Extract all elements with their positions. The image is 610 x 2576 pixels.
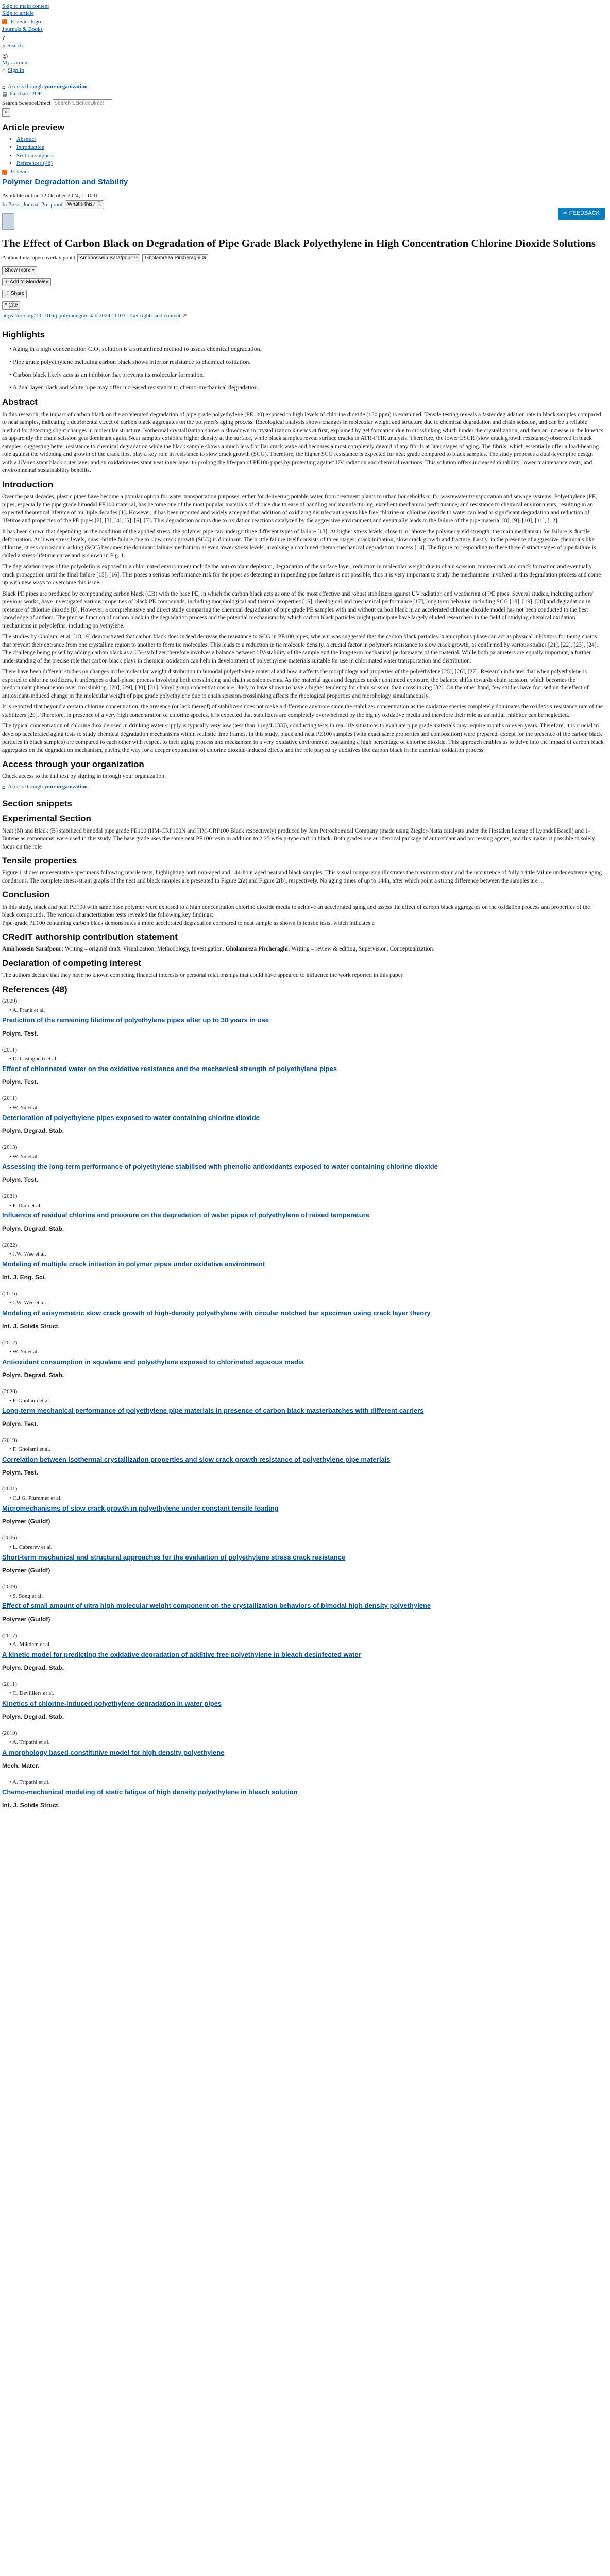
reference-authors-text: J.W. Wee et al.: [12, 1300, 46, 1307]
reference-journal: Polym. Test.: [2, 1469, 38, 1477]
credit-heading: CRediT authorship contribution statement: [2, 932, 178, 942]
elsevier-logo-link[interactable]: Elsevier logo: [11, 18, 41, 25]
reference-authors-text: W. Yu et al.: [12, 1105, 39, 1111]
reference-title-link[interactable]: Micromechanisms of slow crack growth in polyethylene under constant tensile loading: [2, 1504, 279, 1512]
author-2-name: Gholamreza Pircheraghi: [145, 255, 201, 261]
reference-authors: [2, 1349, 604, 1356]
feedback-button[interactable]: [558, 208, 605, 220]
reference-journal: Polym. Degrad. Stab.: [2, 1664, 64, 1672]
reference-journal: Polym. Test.: [2, 1029, 38, 1037]
reference-journal: Polym. Degrad. Stab.: [2, 1225, 64, 1232]
highlight-item: • Carbon black likely acts as an inhibitor that prevents its molecular formation.: [9, 371, 205, 379]
purchase-pdf-link[interactable]: Purchase PDF: [9, 90, 42, 97]
credit-author-1: Amirhossein Sarafpour:: [2, 946, 64, 953]
reference-item: [2, 1291, 604, 1330]
intro-paragraph: Black PE pipes are produced by compounding carbon black (CB) with the base PE, in which the carbon black acts as one of the most effective and robust stabilizers against UV radiation and weathering of PE pipes. Several studies, including authors' previous works, have investigated various properties of black PE compounds, including morphological and thermal properties [16], rheological and mechanical performance [17], long term behavior including SCG [18], [19], [20] and degradation in presence of chlorine dioxide [8]. However, a comprehensive and direct study comparing the chemical degradation of pipe grade PE samples with and without carbon black in an accelerated chlorine dioxide model has not been conducted to the best knowledge of authors. The precise function of carbon black in the degradation process and the potential mechanisms by which carbon black particles might participate have largely eluded researchers in the field of studying chemical oxidation mechanisms in polyolefins, including polyethylene.: [2, 590, 594, 629]
reference-journal: Int. J. Solids Struct.: [2, 1323, 60, 1330]
institution-access-icon-2: ⌂: [2, 784, 6, 791]
reference-journal: Polym. Test.: [2, 1176, 38, 1183]
author-row: [2, 254, 604, 263]
skip-to-main-link[interactable]: Skip to main content: [2, 3, 49, 9]
highlight-text: Carbon black likely acts as an inhibitor that prevents its molecular formation.: [13, 371, 205, 379]
reference-authors: [2, 1779, 604, 1786]
reference-authors-text: L. Cabrerev et al.: [12, 1544, 53, 1550]
elsevier-logo-icon[interactable]: [2, 19, 7, 24]
snippet-heading: Tensile properties: [2, 856, 77, 866]
bullet-icon: •: [9, 1592, 13, 1599]
highlight-item: • A dual layer black and white pipe may offer increased resistance to chemo-mechanical degradation.: [9, 384, 259, 392]
reference-title-link[interactable]: Short-term mechanical and structural approaches for the evaluation of polyethylene stress crack resistance: [2, 1553, 346, 1561]
snippet-heading: Conclusion: [2, 890, 50, 900]
snippet-text: In this study, black and neat PE100 with same base polymer were exposed to a high concentration chlorine dioxide media to achieve an accelerated aging and assess the effect of carbon black aggregates on the oxidation process and properties of the black compounds. The various characterization tests revealed the following key findings: Pipe-grade PE100 containing carbon black demonstrates a more accelerated degradation compared to neat sample as shown in tensile tests, which indicates a: [2, 904, 590, 926]
sign-in-link[interactable]: Sign in: [7, 67, 24, 73]
reference-item: [2, 1779, 604, 1809]
reference-title-link[interactable]: Correlation between isothermal crystallization properties and slow crack growth resistance of polyethylene pipe materials: [2, 1455, 391, 1464]
journal-preproof-link[interactable]: In Press, Journal Pre-proof: [2, 201, 63, 208]
reference-journal: Int. J. Eng. Sci.: [2, 1274, 46, 1281]
reference-year: (2013): [2, 1144, 18, 1151]
reference-authors-text: A. Mikdam et al.: [12, 1641, 51, 1648]
reference-journal: Polym. Degrad. Stab.: [2, 1713, 64, 1721]
whats-this-button[interactable]: [65, 200, 104, 209]
references-list: [2, 998, 604, 1809]
share-icon: ⤴: [5, 291, 10, 297]
search-icon[interactable]: ⌕: [2, 42, 6, 49]
access-through-org-link[interactable]: [8, 83, 88, 91]
article-preview-heading: Article preview: [2, 122, 64, 132]
elsevier-publisher-logo-icon[interactable]: [2, 170, 7, 175]
reference-authors-text: W. Yu et al.: [12, 1153, 39, 1160]
reference-journal: Polymer (Guildf): [2, 1518, 50, 1526]
intro-paragraph: Over the past decades, plastic pipes have become a popular option for water transportation purposes, either for delivering potable water from treatment plants to urban households or for wastewater transportation and sewage systems. Polyethylene (PE) pipes, especially the pipe grade bimodal PE100 material, has become one of the most popular materials of choice due to ease of handling and manufacturing, excellent mechanical performance, and resistance to chemical environments, resulting in an expected theoretical lifetime of multiple decades [1]. However, it has been reported and widely accepted that addition of oxidizing disinfectant agents like free chlorine or chlorine dioxide to water can lead to significant degradation and reduction of lifetime and properties of the PE pipes [2], [3], [4], [5], [6], [7]. This degradation occurs due to oxidation reactions catalyzed by the aggressive environment and eventually leads to the failure of the pipe material [8], [9], [10], [11], [12].: [2, 494, 598, 524]
reference-journal: Mech. Mater.: [2, 1761, 40, 1769]
mendeley-label: Add to Mendeley: [9, 279, 48, 285]
reference-authors-text: S. Song et al.: [12, 1592, 43, 1599]
reference-item: [2, 1535, 604, 1574]
share-button[interactable]: [2, 290, 27, 298]
my-account-link[interactable]: My account: [2, 60, 29, 66]
reference-year: (2021): [2, 1193, 18, 1199]
bullet-icon: •: [9, 1153, 13, 1160]
intro-paragraph: It is reported that beyond a certain chlorine concentration, the presence (or lack thereof) of stabilizers does not make a difference anymore since the stabilizer concentration as the oxidative species completely dominates the oxidation resistance rate of the stabilizers [29]. Therefore, in presence of a very high concentration of chlorine species, it is expected that stabilizers are completely overwhelmed by the highly oxidative media and therefore their role as an initial inhibitor can be neglected.: [2, 704, 603, 718]
highlight-text: A dual layer black and white pipe may offer increased resistance to chemo-mechanical degradation.: [12, 384, 259, 392]
competing-interest-heading: Declaration of competing interest: [2, 958, 142, 968]
institution-icon: ⌂: [2, 67, 6, 74]
reference-title-link[interactable]: A morphology based constitutive model for high density polyethylene: [2, 1748, 225, 1756]
reference-title-link[interactable]: Prediction of the remaining lifetime of polyethylene pipes after up to 30 years in use: [2, 1016, 269, 1024]
share-label: Share: [10, 291, 25, 297]
reference-authors-text: A. Tripathi et al.: [12, 1778, 50, 1785]
snippet-conclusion: [2, 889, 604, 927]
reference-title-link[interactable]: Effect of small amount of ultra high molecular weight component on the crystallization behaviors of bimodal high density polyethylene: [2, 1602, 431, 1610]
references-heading: References (48): [2, 984, 67, 994]
chevron-down-icon: ▾: [32, 268, 35, 274]
reference-journal: Polym. Degrad. Stab.: [2, 1371, 64, 1379]
search-submit-button[interactable]: [2, 108, 10, 117]
external-link-icon: ↗: [182, 313, 187, 319]
competing-interest-text: The authors declare that they have no known competing financial interests or personal relationships that could have appeared to influence the work reported in this paper.: [2, 972, 404, 979]
outline-item-snippets[interactable]: [16, 152, 604, 160]
reference-year: (2011): [2, 1095, 17, 1102]
snippets-heading: Section snippets: [2, 799, 73, 809]
highlight-text: Aging in a high concentration ClO₂ solution is a streamlined method to assess chemical degradation.: [12, 345, 262, 353]
reference-authors: [2, 1739, 604, 1747]
institution-access-icon: ⌂: [2, 83, 6, 90]
reference-journal: Polym. Test.: [2, 1420, 38, 1428]
reference-year: (2019): [2, 1437, 18, 1444]
reference-authors: [2, 1544, 604, 1551]
email-icon: ✉: [201, 255, 206, 261]
reference-year: (2006): [2, 1535, 18, 1541]
author-1-name: Amirhossein Sarafpour: [79, 255, 132, 261]
plus-icon: +: [5, 279, 9, 285]
feedback-label: FEEDBACK: [569, 210, 600, 216]
journal-cover-area: [2, 213, 604, 230]
reference-year: (2020): [2, 1388, 18, 1395]
bullet-icon: •: [9, 1544, 13, 1550]
access-link-prefix: Access through: [7, 784, 44, 790]
abstract-heading: Abstract: [2, 397, 38, 408]
article-title: The Effect of Carbon Black on Degradation of Pipe Grade Black Polyethylene in High Concentration Chlorine Dioxide Solutions: [2, 236, 596, 249]
reference-journal: Int. J. Solids Struct.: [2, 1801, 60, 1809]
access-section-heading: Access through your organization: [2, 759, 144, 769]
reference-authors: [2, 1641, 604, 1649]
availability-text: Available online 12 October 2024, 111031: [2, 192, 98, 199]
reference-item: [2, 1193, 604, 1233]
snippet-text: Neat (N) and Black (B) stabilized bimodal pipe grade PE100 (HM-CRP100N and HM-CRP100 Black respectively) produced by Jam Petrochemical Company (made using Ziegler-Natta catalysts under the Hostalen license of LyondellBasell) and 1-Butene as comonomer were used in this study. The base grade uses the same neat PE100 resin in addition to 2.25 wt% p-type carbon black. Both grades use an identical package of antioxidant and processing agents, and this makes it possible to solely focus on the role: [2, 827, 595, 850]
your-org-text: your organization: [44, 83, 88, 90]
credit-roles-2: Writing – review & editing, Supervision, Conceptualization.: [290, 946, 435, 953]
reference-authors-text: W. Yu et al.: [12, 1348, 39, 1355]
reference-title-link[interactable]: Assessing the long-term performance of polyethylene stabilised with phenolic antioxidants exposed to water containing chlorine dioxide: [2, 1162, 438, 1171]
introduction-body: [2, 493, 604, 754]
credit-roles-1: Writing – original draft, Visualization, Methodology, Investigation.: [63, 946, 224, 953]
elsevier-publisher-link[interactable]: Elsevier: [11, 168, 30, 175]
reference-authors-text: A. Frank et al.: [12, 1007, 45, 1013]
reference-year: (2011): [2, 1046, 17, 1053]
reference-item: [2, 1730, 604, 1770]
reference-year: (2009): [2, 1583, 18, 1590]
header-nav: [2, 19, 604, 74]
bullet-icon: •: [9, 1690, 13, 1697]
bullet-icon: •: [9, 1495, 13, 1502]
account-icon[interactable]: ☺: [2, 53, 8, 60]
skip-to-article-link[interactable]: Skip to article: [2, 10, 34, 16]
reference-authors-text: C. Devilliers et al.: [12, 1690, 54, 1697]
reference-title-link[interactable]: Effect of chlorinated water on the oxidative resistance and the mechanical strength of polyethylene pipes: [2, 1065, 337, 1073]
credit-text: [2, 945, 604, 954]
reference-journal: Polym. Test.: [2, 1078, 38, 1086]
reference-authors: [2, 1398, 604, 1405]
reference-authors: [2, 1300, 604, 1307]
article-outline: [2, 136, 604, 167]
reference-authors: [2, 1154, 604, 1161]
whats-this-label: What's this?: [67, 201, 96, 208]
reference-year: (2001): [2, 1486, 18, 1493]
search-submit-icon: ⌕: [5, 109, 8, 115]
reference-authors: [2, 1056, 604, 1063]
reference-item: [2, 1388, 604, 1428]
reference-authors: [2, 1495, 604, 1502]
highlight-item: • Aging in a high concentration ClO₂ solution is a streamlined method to assess chemical degradation.: [9, 345, 262, 353]
reference-item: [2, 1047, 604, 1087]
author-1-button[interactable]: [77, 254, 141, 263]
search-link[interactable]: Search: [7, 42, 23, 49]
reference-authors: [2, 1202, 604, 1210]
bullet-icon: •: [9, 1007, 12, 1013]
outline-item-references[interactable]: [16, 160, 604, 167]
reference-journal: Polymer (Guildf): [2, 1615, 50, 1623]
intro-paragraph: It has been shown that depending on the condition of the applied stress, the polymer pipe can undergo three different types of failure [13]. At higher stress levels, close to or above the polymer yield strength, the main mechanism for failure is ductile deformation. At lower stress levels, quasi-brittle failure due to slow crack growth (SCG) is dominant. The brittle failure itself consists of three stages: crack initiation, slow crack growth and fracture. Lastly, in the presence of aggressive chemicals like chlorine, stress corrosion cracking (SCC) becomes the dominant failure mechanism at even lower stress levels, involving a combined chemo-mechanical degradation process [14]. The figure corresponding to these three distinct stages of pipe failure is called a stress-lifetime curve and is shown in Fig. 1.: [2, 529, 596, 559]
journal-title-link[interactable]: Polymer Degradation and Stability: [2, 177, 128, 187]
skip-links: [2, 3, 604, 18]
bullet-icon: •: [9, 1446, 13, 1453]
reference-item: [2, 1486, 604, 1526]
reference-year: (2016): [2, 1291, 18, 1297]
reference-authors: [2, 1251, 604, 1258]
access-link-org: your organization: [44, 784, 88, 790]
search-input[interactable]: [53, 99, 112, 107]
reference-authors: [2, 1007, 604, 1014]
reference-year: (2011): [2, 1681, 17, 1688]
bullet-icon: •: [9, 1105, 13, 1111]
bullet-icon: •: [9, 1300, 13, 1307]
reference-title-link[interactable]: Deterioration of polyethylene pipes exposed to water containing chlorine dioxide: [2, 1113, 260, 1122]
highlights-heading: Highlights: [2, 330, 45, 340]
reference-authors: [2, 1690, 604, 1698]
reference-item: [2, 1095, 604, 1135]
cite-label: Cite: [8, 302, 18, 308]
access-bar: [2, 83, 604, 117]
reference-title-link[interactable]: Influence of residual chlorine and pressure on the degradation of water pipes of polyethylene of raised temperature: [2, 1211, 369, 1219]
show-more-button[interactable]: [2, 266, 37, 275]
highlights-list: [2, 345, 604, 392]
journal-cover-image[interactable]: [2, 213, 14, 230]
reference-authors-text: F. Dadi et al.: [12, 1202, 42, 1209]
reference-title-link[interactable]: A kinetic model for predicting the oxidative degradation of additive free polyethylene in bleach desinfected water: [2, 1651, 361, 1659]
abstract-text: In this research, the impact of carbon black on the accelerated degradation of pipe grade polyethylene (PE100) exposed to high levels of chlorine dioxide (150 ppm) is examined. Tensile testing reveals a faster degradation rate in black samples compared to neat samples, indicating a detrimental effect of carbon black aggregates on the polymer's aging process. Rheological analysis shows changes in molecular weight and structure due to chemical degradation and chain scission, and can be a reliable method for detecting slight changes in molecular structure. Isothermal crystallization shows a slowdown in crystallization kinetics at first, explained by gel formation due to crosslinking which hinder the crystallization, and then an increase in the kinetics as apparently the chain scission gets dominant again. Neat samples exhibit a higher density at the surface, while black samples reveal surface cracks in ATR-FTIR analysis. Therefore, the lower ESCR (slow crack growth resistance) observed in black samples, suggesting better resistance to chemical degradation while the black sample shows a much less fibrillar crack wake and becomes almost completely devoid of any fibrils at later stages of aging. The fibrils, which essentially offer a load-bearing role against the widening and growth of the crack tips, play a key role in resistance to slow crack growth (SCG). Therefore, the higher SCG resistance is expected for neat grade compared to black samples. The study proposes a dual-layer pipe design with a UV-resistant black outer layer and an oxidation-resistant neat inner layer to prolong the lifespan of PE100 pipes by protecting against UV radiation and chemical reactions. This solution offers increased durability, lower maintenance costs, and environmental sustainability benefits.: [2, 411, 603, 474]
reference-year: (2022): [2, 1242, 18, 1248]
quote-icon: ❝: [5, 302, 7, 308]
bullet-icon: •: [9, 1251, 13, 1258]
outline-link[interactable]: Section snippets: [16, 152, 54, 159]
add-to-mendeley-button[interactable]: [2, 278, 51, 287]
journals-books-link[interactable]: Journals & Books: [2, 26, 43, 33]
search-label: Search ScienceDirect: [2, 99, 51, 106]
reference-year: (2009): [2, 997, 18, 1004]
author-2-button[interactable]: [142, 254, 208, 263]
pdf-icon: ▤: [2, 90, 8, 97]
reference-journal: Polymer (Guildf): [2, 1566, 50, 1574]
reference-item: [2, 1633, 604, 1672]
reference-item: [2, 1681, 604, 1721]
help-icon[interactable]: ?: [2, 35, 5, 41]
reference-title-link[interactable]: Modeling of axisymmetric slow crack growth of high-density polyethylene with circular notched bar specimen using crack layer theory: [2, 1309, 431, 1317]
intro-paragraph: The typical concentration of chlorine dioxide used in drinking water supply is typically very low (less than 1 mg/L [33]), conducting tests in real life situations to evaluate pipe grade materials may require months or even years. Therefore, it is crucial to develop accelerated aging tests to study chemical degradation mechanisms within realistic time frames. In this study, black and neat PE100 samples (with exact same properties and composition) were prepared, except for the presence of the carbon black particles in black samples) are compared to each other with respect to their aging process and mechanism in a very oxidative environment containing a high percentage of chlorine dioxide. This approach enables us to delve into the impact of carbon black aggregates on the degradation mechanism, paving the way for a deeper exploration of chlorine dioxide-induced effects and the role played by additives like carbon black in the chemical oxidation process.: [2, 723, 604, 754]
reference-authors-text: F. Gholami et al.: [12, 1446, 50, 1453]
bullet-icon: •: [9, 1739, 12, 1745]
reference-authors: [2, 1105, 604, 1112]
outline-item-abstract[interactable]: [16, 136, 604, 143]
reference-item: [2, 1437, 604, 1477]
feedback-icon: ✉: [563, 211, 568, 216]
doi-link[interactable]: https://doi.org/10.1016/j.polymdegradstab.2024.111031: [2, 313, 128, 319]
reference-authors-text: C.J.G. Plummer et al.: [12, 1495, 62, 1502]
reference-year: (2017): [2, 1632, 18, 1639]
reference-item: [2, 1144, 604, 1184]
reference-authors-text: F. Gholami et al.: [12, 1397, 50, 1404]
intro-paragraph: The degradation steps of the polyolefin is exposed to a chlorinated environment include the anti-oxidant depletion, degradation of the surface layer, reduction in molecular weight due to chain scission, micro-crack and crack formation and eventually crack propagation until the final failure [15], [16]. This poses a serious performance risk for the pipes as detecting an impending pipe failure is not possible, thus it is very important to study the mechanisms involved in this degradation process and come up with new ways to overcome this issue.: [2, 564, 601, 586]
bullet-icon: •: [9, 1397, 13, 1404]
reference-title-link[interactable]: Chemo-mechanical modeling of static fatigue of high density polyethylene in bleach solution: [2, 1788, 298, 1796]
bullet-icon: •: [9, 1056, 13, 1062]
reference-year: (2012): [2, 1340, 18, 1346]
snippet-heading: Experimental Section: [2, 814, 91, 824]
snippet-experimental: [2, 813, 604, 851]
reference-title-link[interactable]: Antioxidant consumption in squalane and polyethylene exposed to chlorinated aqueous media: [2, 1358, 304, 1366]
reference-journal: Polym. Degrad. Stab.: [2, 1127, 64, 1135]
outline-link[interactable]: References (48): [16, 160, 53, 167]
highlight-item: • Pipe grade polyethylene including carbon black shows inferior resistance to chemical oxidation.: [9, 358, 251, 366]
person-icon: ⚇: [133, 255, 138, 261]
reference-title-link[interactable]: Long-term mechanical performance of polyethylene pipe materials in presence of carbon black masterbatches with different carriers: [2, 1406, 424, 1415]
reference-authors: [2, 1593, 604, 1600]
outline-link[interactable]: Abstract: [16, 136, 36, 142]
reference-authors-text: D. Castagnetti et al.: [12, 1056, 58, 1062]
access-through-text: Access through: [7, 83, 44, 90]
introduction-heading: Introduction: [2, 479, 54, 489]
show-more-label: Show more: [5, 267, 31, 274]
access-org-link-2[interactable]: [8, 784, 88, 791]
reference-year: (2019): [2, 1730, 18, 1737]
access-section-text: Check access to the full text by signing in through your organization.: [2, 773, 166, 779]
reference-authors: [2, 1446, 604, 1453]
intro-paragraph: There have been different studies on changes in the molecular weight distribution in bimodal polyethylene material and how it affects the morphology and properties of the polyethylene [25], [26], [27]. Research indicates that when polyethylene is exposed to chlorine oxidizers, it undergoes a dual-phase process involving both crosslinking and chain scission events. As the material ages and degrades under continued exposure, the balance shifts towards chain scission, which becomes the predominant phenomenon over crosslinking. [28], [29], [30], [31]. Vinyl group concentrations are likely to have shown to have a higher tendency for chain scission than crosslinking [32]. On the other hand, few studies have focused on the effect of antioxidant-induced change in the molecular weight of pipe grade polyethylene due to chain scission/crosslinking affects the rheological properties and morphology simultaneously.: [2, 669, 589, 699]
outline-item-introduction[interactable]: [16, 144, 604, 151]
cite-button[interactable]: [2, 301, 20, 310]
credit-author-2: Gholamreza Pircheraghi:: [225, 946, 290, 953]
reference-title-link[interactable]: Kinetics of chlorine-induced polyethylene degradation in water pipes: [2, 1699, 222, 1707]
bullet-icon: •: [9, 1641, 12, 1648]
reference-authors-text: A. Tripathi et al.: [12, 1739, 50, 1745]
highlight-text: Pipe grade polyethylene including carbon black shows inferior resistance to chemical oxidation.: [13, 358, 251, 366]
snippet-text: Figure 1 shows representative specimens following tensile tests, highlighting both non-aged and 144-hour aged neat and black samples. This visual comparison illustrates the maximum strain and the occurrence of fully brittle failure under extreme aging conditions. The complete stress-strain graphs of the neat and black samples are presented in Figure 2(a) and Figure 2(b), respectively. No aging times of up to 144h, after which point a strong difference between the samples are ...: [2, 870, 602, 884]
bullet-icon: •: [9, 1202, 13, 1209]
bullet-icon: •: [9, 1778, 12, 1785]
intro-paragraph: The studies by Gholami et al. [18,19] demonstrated that carbon black does indeed decrease the resistance to SCG in PE100 pipes, where it was suggested that the carbon black particles in amorphous phase can act as physical inhibitors for tieing chains that prevent their entrance from one crystalline region to another to form tie molecules. This leads to a reduction in tie molecule density, a crucial factor in polymer's resistance to slow crack growth, as confirmed by various studies [21], [22], [23], [24]. The challenge being posed by adding carbon black as a UV-stabilizer therefore involves a balance between UV-stability of the sample and the long-term mechanical performance of the material. While both parameters are equally important, a further understanding of the precise role that carbon black plays in chemical oxidation can help in development of polyethylene materials suitable for use in chlorinated water transportation and distribution.: [2, 634, 598, 664]
info-icon: ⓘ: [96, 202, 101, 208]
reference-item: [2, 1242, 604, 1282]
reference-authors-text: J.W. Wee et al.: [12, 1251, 46, 1258]
reference-item: [2, 1584, 604, 1623]
outline-link[interactable]: Introduction: [16, 144, 45, 150]
author-panel-label: Author links open overlay panel: [2, 255, 75, 261]
reference-item: [2, 1340, 604, 1379]
snippet-tensile: [2, 855, 604, 885]
reference-item: [2, 998, 604, 1038]
reference-title-link[interactable]: Modeling of multiple crack initiation in polymer pipes under oxidative environment: [2, 1260, 265, 1268]
bullet-icon: •: [9, 1348, 13, 1355]
rights-link[interactable]: Get rights and content: [130, 313, 181, 319]
